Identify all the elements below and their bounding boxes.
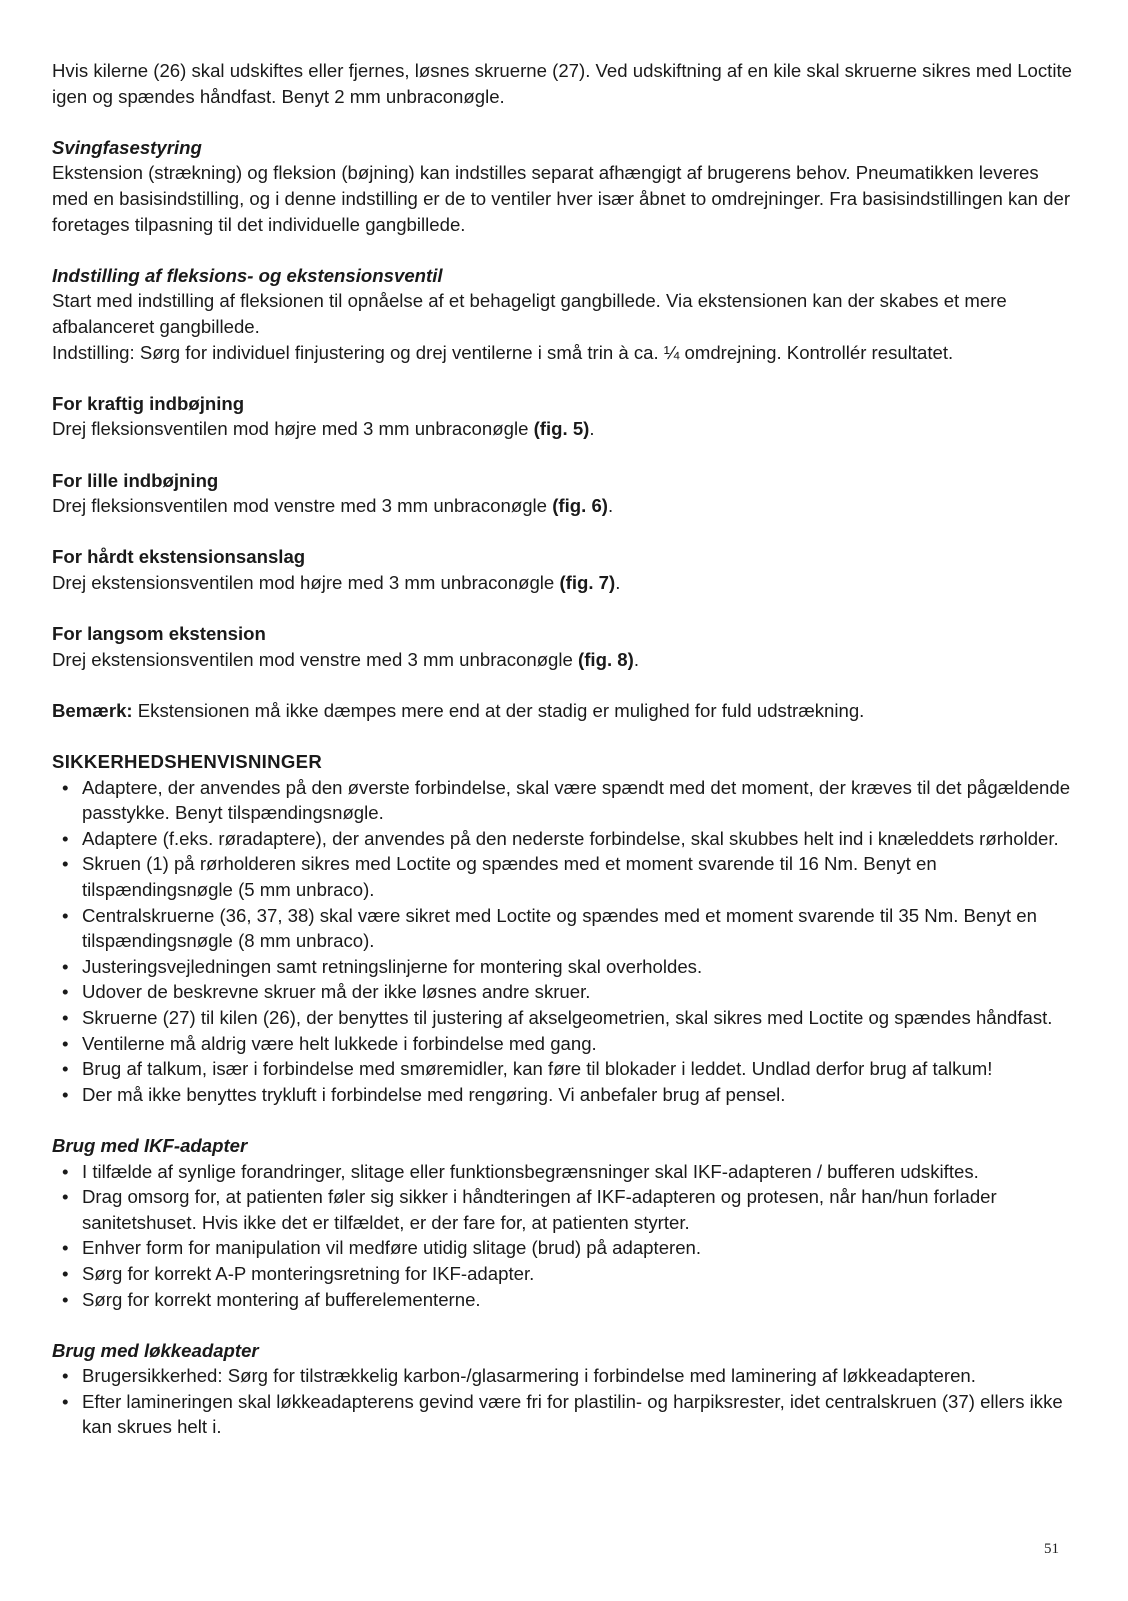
adjust-heading-hard-extension: For hårdt ekstensionsanslag <box>52 546 306 568</box>
adjust-text-small-flexion <box>52 493 1072 519</box>
adjust-instruction: Drej fleksionsventilen mod venstre med 3 mm unbraconøgle <box>52 495 553 517</box>
figure-reference: (fig. 5) <box>533 418 590 440</box>
list-item: • Justeringsvejledningen samt retningslinjerne for montering skal overholdes. <box>52 954 1072 980</box>
punctuation: . <box>633 648 639 670</box>
list-item: • Drag omsorg for, at patienten føler sig sikker i håndteringen af IKF-adapteren og protesen, når han/hun forlader sanitetshuset. Hvis ikke det er tilfældet, er der fare for, at patienten styrter. <box>52 1184 1072 1235</box>
list-item: • Adaptere, der anvendes på den øverste forbindelse, skal være spændt med det moment, der kræves til det pågældende passtykke. Benyt tilspændingsnøgle. <box>52 775 1072 826</box>
list-item: • I tilfælde af synlige forandringer, slitage eller funktionsbegrænsninger skal IKF-adapteren / bufferen udskiftes. <box>52 1159 1072 1185</box>
list-item: • Skruen (1) på rørholderen sikres med Loctite og spændes med et moment svarende til 16 Nm. Benyt en tilspændingsnøgle (5 mm unbraco). <box>52 851 1072 902</box>
adjust-instruction: Drej fleksionsventilen mod højre med 3 mm unbraconøgle <box>52 418 534 440</box>
valve-heading: Indstilling af fleksions- og ekstensionsventil <box>52 264 443 286</box>
adjust-text-hard-extension <box>52 570 1072 596</box>
list-item: • Ventilerne må aldrig være helt lukkede i forbindelse med gang. <box>52 1031 1072 1057</box>
note-text: Ekstensionen må ikke dæmpes mere end at der stadig er mulighed for fuld udstrækning. <box>132 699 865 721</box>
swing-text: Ekstension (strækning) og fleksion (bøjning) kan indstilles separat afhængigt af brugerens behov. Pneumatikken leveres med en basisindstilling, og i denne indstilling er de to ventiler hver især åbnet to omdrejninger. Fra basisindstillingen kan der foretages tilpasning til det individuelle gangbillede. <box>52 162 1071 235</box>
note-paragraph <box>52 698 1072 724</box>
list-item: • Adaptere (f.eks. røradaptere), der anvendes på den nederste forbindelse, skal skubbes helt ind i knæleddets rørholder. <box>52 826 1072 852</box>
adjust-heading-strong-flexion: For kraftig indbøjning <box>52 392 245 414</box>
list-item: • Efter lamineringen skal løkkeadapterens gevind være fri for plastilin- og harpiksrester, idet centralskruen (37) ellers ikke kan skrues helt i. <box>52 1389 1072 1440</box>
list-item: • Brug af talkum, især i forbindelse med smøremidler, kan føre til blokader i leddet. Undlad derfor brug af talkum! <box>52 1056 1072 1082</box>
list-item: • Sørg for korrekt montering af bufferelementerne. <box>52 1287 1072 1313</box>
list-item: • Udover de beskrevne skruer må der ikke løsnes andre skruer. <box>52 979 1072 1005</box>
figure-reference: (fig. 7) <box>559 571 616 593</box>
ikf-heading: Brug med IKF-adapter <box>52 1134 248 1156</box>
list-item: • Skruerne (27) til kilen (26), der benyttes til justering af akselgeometrien, skal sikres med Loctite og spændes håndfast. <box>52 1005 1072 1031</box>
intro-paragraph: Hvis kilerne (26) skal udskiftes eller fjernes, løsnes skruerne (27). Ved udskiftning af en kile skal skruerne sikres med Loctite igen og spændes håndfast. Benyt 2 mm unbraconøgle. <box>52 60 1072 107</box>
list-item: • Sørg for korrekt A-P monteringsretning for IKF-adapter. <box>52 1261 1072 1287</box>
list-item: • Enhver form for manipulation vil medføre utidig slitage (brud) på adapteren. <box>52 1235 1072 1261</box>
loop-heading: Brug med løkkeadapter <box>52 1339 259 1361</box>
figure-reference: (fig. 6) <box>552 495 608 517</box>
adjust-heading-slow-extension: For langsom ekstension <box>52 623 266 645</box>
document-page <box>52 58 1072 1440</box>
safety-list <box>52 775 1072 1108</box>
note-label: Bemærk: <box>52 699 133 721</box>
valve-text-1: Start med indstilling af fleksionen til opnåelse af et behageligt gangbillede. Via ekstensionen kan der skabes et mere afbalanceret gangbillede. <box>52 290 1007 337</box>
swing-heading: Svingfasestyring <box>52 136 202 158</box>
adjust-heading-small-flexion: For lille indbøjning <box>52 469 219 491</box>
adjust-instruction: Drej ekstensionsventilen mod venstre med 3 mm unbraconøgle <box>52 648 579 670</box>
page-number: 51 <box>1044 1541 1059 1557</box>
punctuation: . <box>589 418 595 440</box>
list-item: • Centralskruerne (36, 37, 38) skal være sikret med Loctite og spændes med et moment svarende til 35 Nm. Benyt en tilspændingsnøgle (8 mm unbraco). <box>52 903 1072 954</box>
list-item: • Der må ikke benyttes trykluft i forbindelse med rengøring. Vi anbefaler brug af pensel. <box>52 1082 1072 1108</box>
adjust-instruction: Drej ekstensionsventilen mod højre med 3 mm unbraconøgle <box>52 571 560 593</box>
ikf-list <box>52 1159 1072 1313</box>
adjust-text-slow-extension <box>52 647 1072 673</box>
safety-heading: SIKKERHEDSHENVISNINGER <box>52 751 323 773</box>
punctuation: . <box>607 495 614 517</box>
list-item: • Brugersikkerhed: Sørg for tilstrækkelig karbon-/glasarmering i forbindelse med laminering af løkkeadapteren. <box>52 1363 1072 1389</box>
loop-list <box>52 1363 1072 1440</box>
figure-reference: (fig. 8) <box>578 648 634 670</box>
valve-text-2: Indstilling: Sørg for individuel finjustering og drej ventilerne i små trin à ca. ¼ omdrejning. Kontrollér resultatet. <box>52 341 954 363</box>
punctuation: . <box>615 571 621 593</box>
adjust-text-strong-flexion <box>52 416 1072 442</box>
